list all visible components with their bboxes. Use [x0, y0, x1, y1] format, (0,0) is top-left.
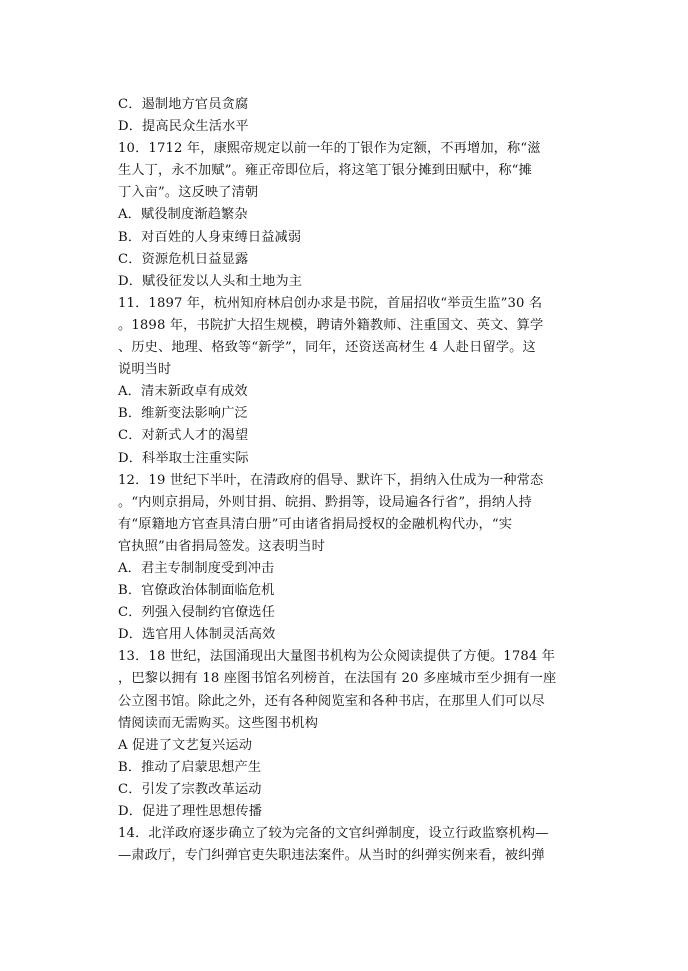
answer-option: C．列强入侵制约官僚选任	[118, 605, 275, 621]
option-list	[118, 558, 570, 646]
answer-option: D．促进了理性思想传播	[118, 804, 263, 819]
question-list	[118, 138, 570, 867]
question-block	[118, 646, 570, 823]
answer-option: C．引发了宗教改革运动	[118, 781, 262, 797]
question-block	[118, 293, 570, 470]
question-stem-line: 说明当时	[118, 362, 172, 378]
question-stem-line: 官执照”由省捐局签发。这表明当时	[118, 538, 325, 554]
document-body	[118, 94, 570, 867]
question-stem-line: 有“原籍地方官查具清白册”可由诸省捐局授权的金融机构代办，“实	[118, 516, 513, 532]
answer-option: B．官僚政治体制面临危机	[118, 583, 275, 599]
answer-option: A．君主专制制度受到冲击	[118, 560, 275, 576]
answer-option: D．科举取士注重实际	[118, 450, 249, 466]
question-stem-line: 、历史、地理、格致等“新学”，同年，还资送高材生 4 人赴日留学。这	[118, 340, 536, 356]
answer-option: D．提高民众生活水平	[118, 119, 249, 135]
question-stem-line: 13．18 世纪，法国涌现出大量图书机构为公众阅读提供了方便。1784 年	[118, 649, 556, 665]
question-stem-line: 12．19 世纪下半叶，在清政府的倡导、默许下，捐纳入仕成为一种常态	[118, 472, 544, 488]
question-block	[118, 138, 570, 293]
answer-option: C．遏制地方官员贪腐	[118, 97, 249, 112]
question-stem-line: 。1898 年，书院扩大招生规模，聘请外籍教师、注重国文、英文、算学	[118, 317, 544, 333]
answer-option: C．对新式人才的渴望	[118, 428, 249, 444]
question-block	[118, 470, 570, 647]
answer-option: B．对百姓的人身束缚日益减弱	[118, 229, 302, 245]
question-stem-line: 10．1712 年，康熙帝规定以前一年的丁银作为定额，不再增加，称“滋	[118, 141, 541, 157]
question-stem-line: 11．1897 年，杭州知府林启创办求是书院，首届招收“举贡生监”30 名	[118, 295, 543, 311]
answer-option: A．清末新政卓有成效	[118, 384, 248, 400]
question-stem-line: 。“内则京捐局，外则甘捐、皖捐、黔捐等，设局遍各行省”，捐纳人持	[118, 494, 532, 510]
question-stem-line: 公立图书馆。除此之外，还有各种阅览室和各种书店，在那里人们可以尽	[118, 693, 545, 709]
answer-option: A 促进了文艺复兴运动	[118, 737, 253, 753]
question-stem-line: 丁入亩”。这反映了清朝	[118, 185, 259, 201]
answer-option: D．选官用人体制灵活高效	[118, 627, 276, 643]
answer-option: A．赋役制度渐趋繁杂	[118, 207, 248, 223]
question-stem-line: 生人丁，永不加赋”。雍正帝即位后，将这笔丁银分摊到田赋中，称“摊	[118, 163, 532, 179]
question-stem-line: ，巴黎以拥有 18 座图书馆名列榜首，在法国有 20 多座城市至少拥有一座	[118, 671, 557, 687]
option-list	[118, 381, 570, 469]
option-list	[118, 735, 570, 823]
question-stem-line: 情阅读而无需购买。这些图书机构	[118, 715, 319, 731]
question-stem-line: —肃政厅，专门纠弹官吏失职违法案件。从当时的纠弹实例来看，被纠弹	[118, 848, 545, 864]
answer-option: B．维新变法影响广泛	[118, 406, 248, 422]
answer-option: B．推动了启蒙思想产生	[118, 759, 262, 775]
answer-option: C．资源危机日益显露	[118, 251, 249, 267]
question-stem-line: 14．北洋政府逐步确立了较为完备的文官纠弹制度，设立行政监察机构—	[118, 826, 549, 842]
previous-question-options	[118, 94, 570, 138]
answer-option: D．赋役征发以人头和土地为主	[118, 273, 303, 289]
option-list	[118, 204, 570, 292]
question-block	[118, 823, 570, 867]
